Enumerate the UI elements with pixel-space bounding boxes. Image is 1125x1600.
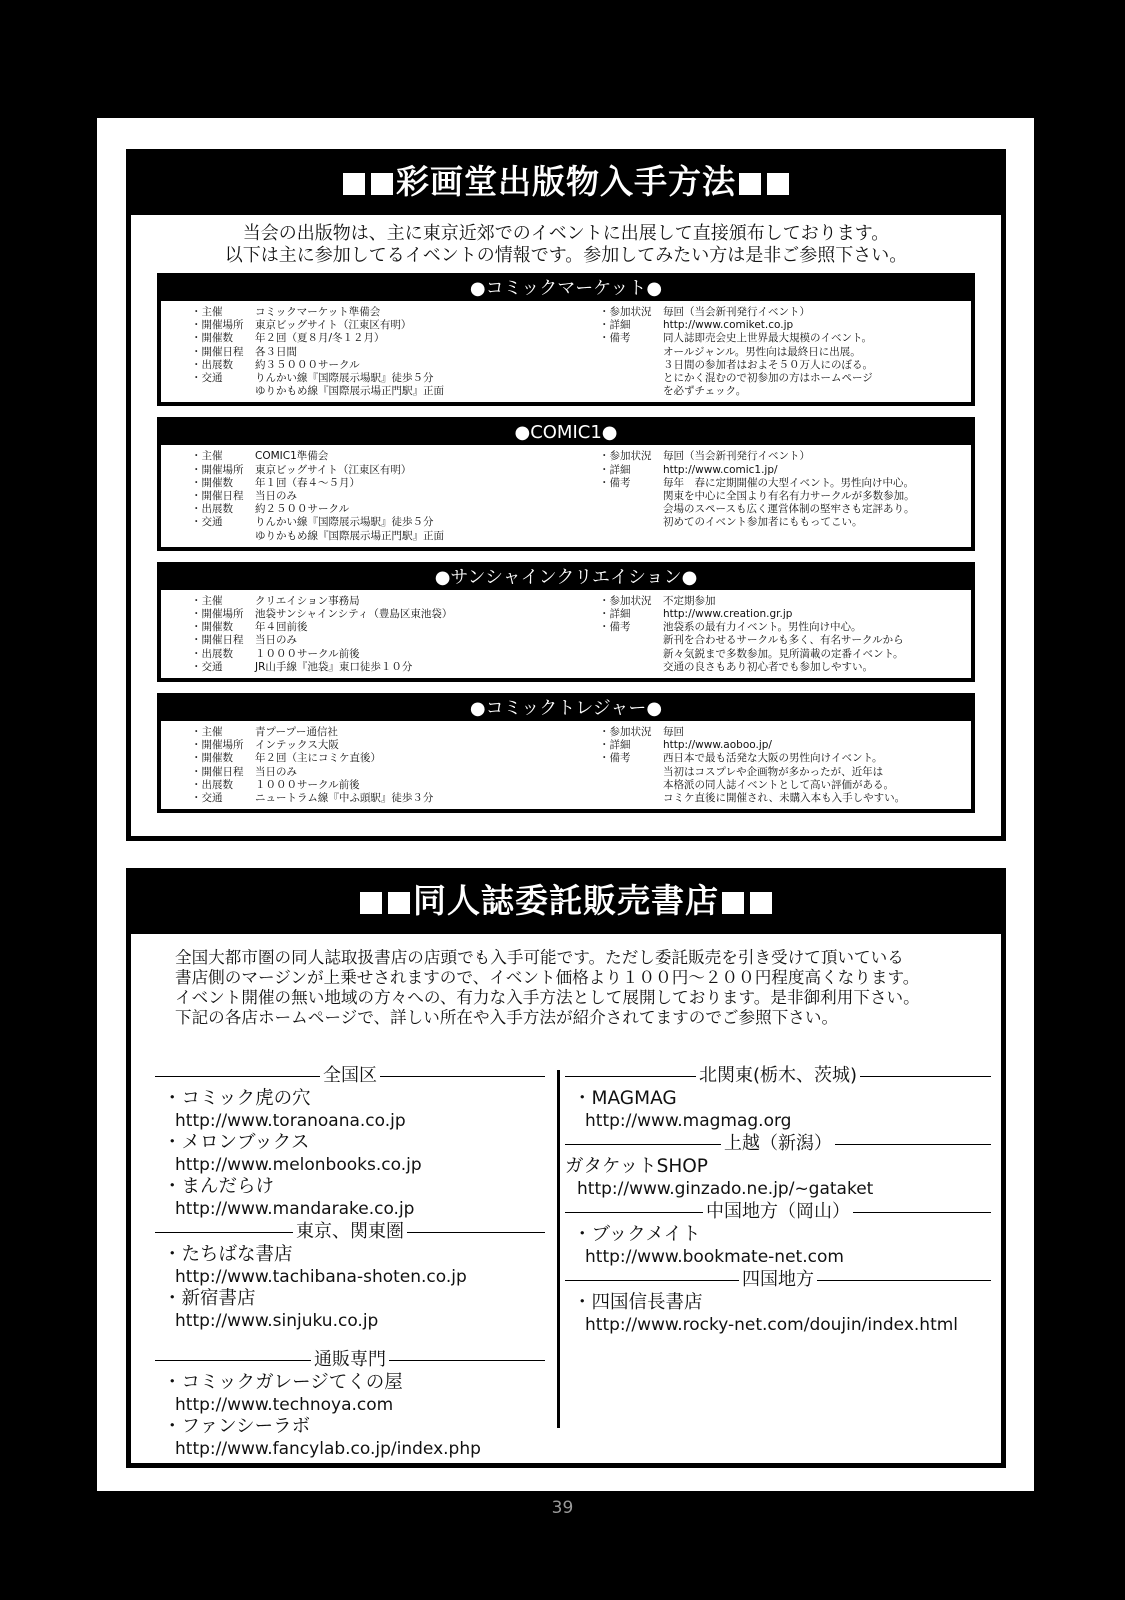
shop-name: ・ 四国信長書店: [573, 1292, 991, 1314]
shop-name: ・ コミック虎の穴: [163, 1088, 545, 1110]
info-key: [599, 490, 663, 503]
info-key: ・ 開催場所: [191, 319, 255, 332]
info-row: [191, 477, 599, 490]
info-key: ・ 開催日程: [191, 490, 255, 503]
info-row: [599, 661, 971, 674]
info-value: 年４回前後: [255, 621, 308, 634]
info-key: ・ 備考: [599, 621, 663, 634]
info-row: [599, 516, 971, 529]
event-info-column: [191, 306, 599, 398]
shop-name: ・ ファンシーラボ: [163, 1416, 545, 1438]
info-key: ・ 交通: [191, 792, 255, 805]
info-key: [599, 648, 663, 661]
info-value: 池袋系の最有力イベント。男性向け中心。: [663, 621, 862, 634]
info-row: [599, 608, 971, 621]
shop-entry: [565, 1224, 991, 1268]
square-bullet-icon: [767, 173, 789, 195]
info-row: [599, 464, 971, 477]
shop-url: http://www.technoya.com: [175, 1395, 394, 1415]
info-value: 約２５００サークル: [255, 503, 350, 516]
info-row: [191, 634, 599, 647]
event-intro: [131, 223, 1001, 267]
event-info-column: [599, 306, 971, 398]
region-label: 全国区: [320, 1065, 380, 1086]
info-value: を必ずチェック。: [663, 385, 747, 398]
info-row: [599, 766, 971, 779]
info-value: 各３日間: [255, 345, 297, 358]
event-details: [161, 721, 971, 809]
info-value: 東京ビッグサイト（江東区有明）: [255, 319, 412, 332]
square-bullet-icon: [750, 892, 772, 914]
shop-name: ・ MAGMAG: [573, 1088, 991, 1110]
info-key: ・ 備考: [599, 752, 663, 765]
info-key: ・ 開催日程: [191, 346, 255, 359]
info-key: ・ 詳細: [599, 608, 663, 621]
info-key: ・ 主催: [191, 306, 255, 319]
shop-entry: [155, 1244, 545, 1288]
info-key: ・ 開催数: [191, 621, 255, 634]
event-title: ●サンシャインクリエイション●: [161, 566, 971, 590]
region-header: [565, 1132, 991, 1156]
info-value: 毎年 春に定期開催の大型イベント。男性向け中心。: [663, 476, 915, 489]
info-key: [599, 503, 663, 516]
shop-name: ・ コミックガレージてくの屋: [163, 1372, 545, 1394]
info-row: [191, 319, 599, 332]
info-key: ・ 参加状況: [599, 450, 663, 463]
info-key: ・ 開催日程: [191, 634, 255, 647]
intro-line: 以下は主に参加してるイベントの情報です。参加してみたい方は是非ご参照下さい。: [224, 245, 908, 266]
info-key: [599, 661, 663, 674]
info-value: 約３５０００サークル: [255, 358, 360, 371]
info-row: [191, 359, 599, 372]
event-info-column: [191, 450, 599, 542]
shop-name: ・ ブックメイト: [573, 1224, 991, 1246]
info-row: [599, 503, 971, 516]
info-key: ・ 開催場所: [191, 464, 255, 477]
event-info-column: [599, 595, 971, 674]
info-row: [599, 752, 971, 765]
info-value: 新々気鋭まで多数参加。見所満載の定番イベント。: [663, 647, 904, 660]
event-box: [157, 562, 975, 682]
event-title: ●COMIC1●: [161, 421, 971, 445]
info-row: [191, 385, 599, 398]
info-value: りんかい線『国際展示場駅』徒歩５分: [255, 372, 434, 385]
shop-entry: [565, 1156, 991, 1200]
info-value: 池袋サンシャインシティ（豊島区東池袋）: [255, 608, 453, 621]
shop-url: http://www.bookmate-net.com: [585, 1247, 844, 1267]
info-row: [599, 477, 971, 490]
shop-url: http://www.fancylab.co.jp/index.php: [175, 1439, 481, 1459]
shop-url: http://www.magmag.org: [585, 1111, 792, 1131]
intro-line: 全国大都市圏の同人誌取扱書店の店頭でも入手可能です。ただし委託販売を引き受けて頂いている: [175, 948, 904, 967]
region-label: 東京、関東圏: [293, 1221, 407, 1242]
intro-line: 下記の各店ホームページで、詳しい所在や入手方法が紹介されてますのでご参照下さい。: [175, 1008, 839, 1027]
info-key: ・ 詳細: [599, 464, 663, 477]
info-row: [599, 332, 971, 345]
info-value: 毎回: [663, 726, 684, 739]
info-value: 青プープー通信社: [255, 726, 338, 739]
region-header: [565, 1200, 991, 1224]
info-value: 当日のみ: [255, 490, 297, 503]
info-key: [599, 372, 663, 385]
info-row: [191, 608, 599, 621]
info-key: ・ 主催: [191, 450, 255, 463]
section-title-text: 彩画堂出版物入手方法: [396, 162, 736, 201]
info-value: 新刊を合わせるサークルも多く、有名サークルから: [663, 634, 904, 647]
shop-url: http://www.melonbooks.co.jp: [175, 1155, 422, 1175]
info-row: [599, 779, 971, 792]
info-row: [191, 516, 599, 529]
info-key: ・ 主催: [191, 726, 255, 739]
info-value: 当初はコスプレや企画物が多かったが、近年は: [663, 765, 884, 778]
info-value: 交通の良さもあり初心者でも参加しやすい。: [663, 660, 873, 673]
info-row: [599, 621, 971, 634]
event-box: [157, 417, 975, 550]
shop-url: http://www.mandarake.co.jp: [175, 1199, 415, 1219]
event-box: [157, 693, 975, 813]
info-row: [599, 306, 971, 319]
info-key: [599, 634, 663, 647]
info-value: インテックス大阪: [255, 739, 339, 752]
info-value: 当日のみ: [255, 634, 297, 647]
column-divider: [557, 1070, 560, 1428]
info-value: http://www.creation.gr.jp: [663, 608, 793, 621]
info-value: とにかく混むので初参加の方はホームページ: [663, 372, 873, 385]
info-row: [599, 726, 971, 739]
info-value: http://www.aoboo.jp/: [663, 739, 772, 752]
info-key: ・ 参加状況: [599, 726, 663, 739]
section-title: [126, 149, 1006, 215]
info-value: JR山手線『池袋』東口徒歩１０分: [255, 660, 413, 673]
event-section: [126, 149, 1006, 841]
square-bullet-icon: [343, 173, 365, 195]
event-list: [131, 273, 1001, 813]
region-header: [565, 1064, 991, 1088]
shop-name: ・ メロンブックス: [163, 1132, 545, 1154]
info-row: [191, 661, 599, 674]
info-value: 不定期参加: [663, 594, 716, 607]
intro-line: 書店側のマージンが上乗せされますので、イベント価格より１００円～２００円程度高くなります。: [175, 968, 920, 987]
info-value: 本格派の同人誌イベントとして高い評価がある。: [663, 778, 894, 791]
info-value: コミックマーケット準備会: [255, 306, 381, 318]
info-key: ・ 交通: [191, 661, 255, 674]
info-row: [599, 346, 971, 359]
info-value: 東京ビッグサイト（江東区有明）: [255, 463, 412, 476]
info-value: ゆりかもめ線『国際展示場正門駅』正面: [255, 385, 444, 398]
info-value: 同人誌即売会史上世界最大規模のイベント。: [663, 332, 873, 345]
info-row: [191, 372, 599, 385]
event-details: [161, 301, 971, 402]
info-key: ・ 開催場所: [191, 739, 255, 752]
shop-name: ・ たちばな書店: [163, 1244, 545, 1266]
region-label: 中国地方（岡山）: [703, 1201, 853, 1222]
info-value: ゆりかもめ線『国際展示場正門駅』正面: [255, 529, 444, 542]
event-info-column: [191, 726, 599, 805]
info-key: ・ 参加状況: [599, 306, 663, 319]
section-title: [126, 868, 1006, 934]
shop-entry: [155, 1088, 545, 1132]
info-key: ・ 出展数: [191, 648, 255, 661]
info-row: [599, 739, 971, 752]
event-title: ●コミックマーケット●: [161, 277, 971, 301]
info-value: 毎回（当会新刊発行イベント）: [663, 306, 810, 318]
info-value: COMIC1準備会: [255, 450, 329, 463]
info-key: ・ 開催数: [191, 332, 255, 345]
page-number: 39: [551, 1498, 574, 1518]
region-header: [155, 1064, 545, 1088]
shop-intro: [175, 948, 1001, 1028]
intro-line: イベント開催の無い地域の方々への、有力な入手方法として展開しております。是非御利用下さい。: [175, 988, 920, 1007]
shop-section: [126, 868, 1006, 1468]
info-value: 西日本で最も活発な大阪の男性向けイベント。: [663, 752, 883, 765]
intro-line: 当会の出版物は、主に東京近郊でのイベントに出展して直接頒布しております。: [242, 223, 890, 244]
info-value: 年２回（主にコミケ直後）: [255, 752, 381, 765]
info-key: [599, 385, 663, 398]
info-row: [599, 319, 971, 332]
info-key: ・ 開催数: [191, 477, 255, 490]
info-row: [191, 792, 599, 805]
event-info-column: [191, 595, 599, 674]
info-row: [599, 372, 971, 385]
info-row: [191, 530, 599, 543]
info-key: [599, 779, 663, 792]
info-row: [191, 739, 599, 752]
info-row: [599, 385, 971, 398]
info-row: [191, 464, 599, 477]
info-value: 年２回（夏８月/冬１２月）: [255, 332, 385, 345]
square-bullet-icon: [360, 892, 382, 914]
info-key: ・ 詳細: [599, 319, 663, 332]
square-bullet-icon: [739, 173, 761, 195]
info-key: ・ 出展数: [191, 779, 255, 792]
info-value: 当日のみ: [255, 765, 297, 778]
shop-name: ・ まんだらけ: [163, 1176, 545, 1198]
info-row: [599, 359, 971, 372]
info-key: ・ 開催数: [191, 752, 255, 765]
info-key: ・ 備考: [599, 477, 663, 490]
info-row: [191, 779, 599, 792]
event-box: [157, 273, 975, 406]
event-details: [161, 445, 971, 546]
info-value: ニュートラム線『中ふ頭駅』徒歩３分: [255, 792, 434, 805]
info-row: [191, 595, 599, 608]
info-key: [599, 346, 663, 359]
info-key: ・ 主催: [191, 595, 255, 608]
info-key: [599, 359, 663, 372]
info-key: [191, 385, 255, 398]
info-row: [191, 766, 599, 779]
event-info-column: [599, 726, 971, 805]
shop-url: http://www.tachibana-shoten.co.jp: [175, 1267, 467, 1287]
shop-section-body: [131, 934, 1001, 1463]
info-key: ・ 備考: [599, 332, 663, 345]
event-details: [161, 590, 971, 678]
info-row: [191, 490, 599, 503]
info-key: [599, 766, 663, 779]
info-key: [599, 516, 663, 529]
info-key: [599, 792, 663, 805]
info-value: 関東を中心に全国より有名有力サークルが多数参加。: [663, 490, 915, 503]
shop-entry: [155, 1416, 545, 1460]
info-row: [599, 450, 971, 463]
shop-entry: [155, 1288, 545, 1332]
shop-name: ガタケットSHOP: [565, 1156, 708, 1177]
info-key: [191, 530, 255, 543]
region-label: 四国地方: [739, 1269, 817, 1290]
shop-column-left: [155, 1064, 545, 1459]
shop-name: ・ 新宿書店: [163, 1288, 545, 1310]
info-value: コミケ直後に開催され、未購入本も入手しやすい。: [663, 792, 906, 805]
shop-entry: [565, 1292, 991, 1336]
region-header: [155, 1220, 545, 1244]
info-key: ・ 出展数: [191, 503, 255, 516]
info-row: [191, 346, 599, 359]
info-row: [191, 306, 599, 319]
info-value: 毎回（当会新刊発行イベント）: [663, 450, 810, 463]
region-label: 上越（新潟）: [721, 1133, 835, 1154]
region-header: [155, 1348, 545, 1372]
info-value: http://www.comiket.co.jp: [663, 319, 794, 332]
info-value: 会場のスペースも広く運営体制の堅牢さも定評あり。: [663, 503, 915, 516]
info-value: １０００サークル前後: [255, 778, 360, 791]
event-title: ●コミックトレジャー●: [161, 697, 971, 721]
info-row: [191, 450, 599, 463]
section-title-text: 同人誌委託販売書店: [413, 881, 719, 920]
info-key: ・ 交通: [191, 372, 255, 385]
square-bullet-icon: [388, 892, 410, 914]
info-value: りんかい線『国際展示場駅』徒歩５分: [255, 516, 434, 529]
info-value: 年１回（春４～５月）: [255, 476, 360, 489]
square-bullet-icon: [722, 892, 744, 914]
shop-entry: [155, 1132, 545, 1176]
shop-url: http://www.rocky-net.com/doujin/index.html: [585, 1315, 959, 1335]
square-bullet-icon: [371, 173, 393, 195]
info-key: ・ 出展数: [191, 359, 255, 372]
info-value: http://www.comic1.jp/: [663, 463, 778, 476]
info-key: ・ 開催日程: [191, 766, 255, 779]
region-label: 北関東(栃木、茨城): [696, 1065, 860, 1086]
info-value: １０００サークル前後: [255, 647, 360, 660]
info-row: [191, 503, 599, 516]
shop-entry: [155, 1176, 545, 1220]
shop-url: http://www.sinjuku.co.jp: [175, 1311, 379, 1331]
info-value: オールジャンル。男性向は最終日に出展。: [663, 345, 861, 358]
shop-url: http://www.ginzado.ne.jp/~gataket: [577, 1179, 874, 1199]
event-section-body: [131, 215, 1001, 836]
shop-directory: [155, 1064, 991, 1459]
shop-entry: [565, 1088, 991, 1132]
info-row: [599, 595, 971, 608]
info-row: [191, 726, 599, 739]
info-value: 初めてのイベント参加者にももってこい。: [663, 516, 863, 529]
info-value: ３日間の参加者はおよそ５０万人にのぼる。: [663, 358, 873, 371]
shop-column-right: [565, 1064, 991, 1445]
info-row: [191, 332, 599, 345]
region-label: 通販専門: [311, 1349, 389, 1370]
info-value: クリエイション事務局: [255, 594, 360, 607]
info-key: ・ 詳細: [599, 739, 663, 752]
info-row: [599, 634, 971, 647]
info-row: [599, 792, 971, 805]
event-info-column: [599, 450, 971, 542]
region-header: [565, 1268, 991, 1292]
info-key: ・ 交通: [191, 516, 255, 529]
info-row: [191, 752, 599, 765]
info-row: [191, 648, 599, 661]
info-row: [599, 648, 971, 661]
info-key: ・ 開催場所: [191, 608, 255, 621]
shop-entry: [155, 1372, 545, 1416]
info-row: [599, 490, 971, 503]
info-key: ・ 参加状況: [599, 595, 663, 608]
shop-url: http://www.toranoana.co.jp: [175, 1111, 406, 1131]
info-row: [191, 621, 599, 634]
